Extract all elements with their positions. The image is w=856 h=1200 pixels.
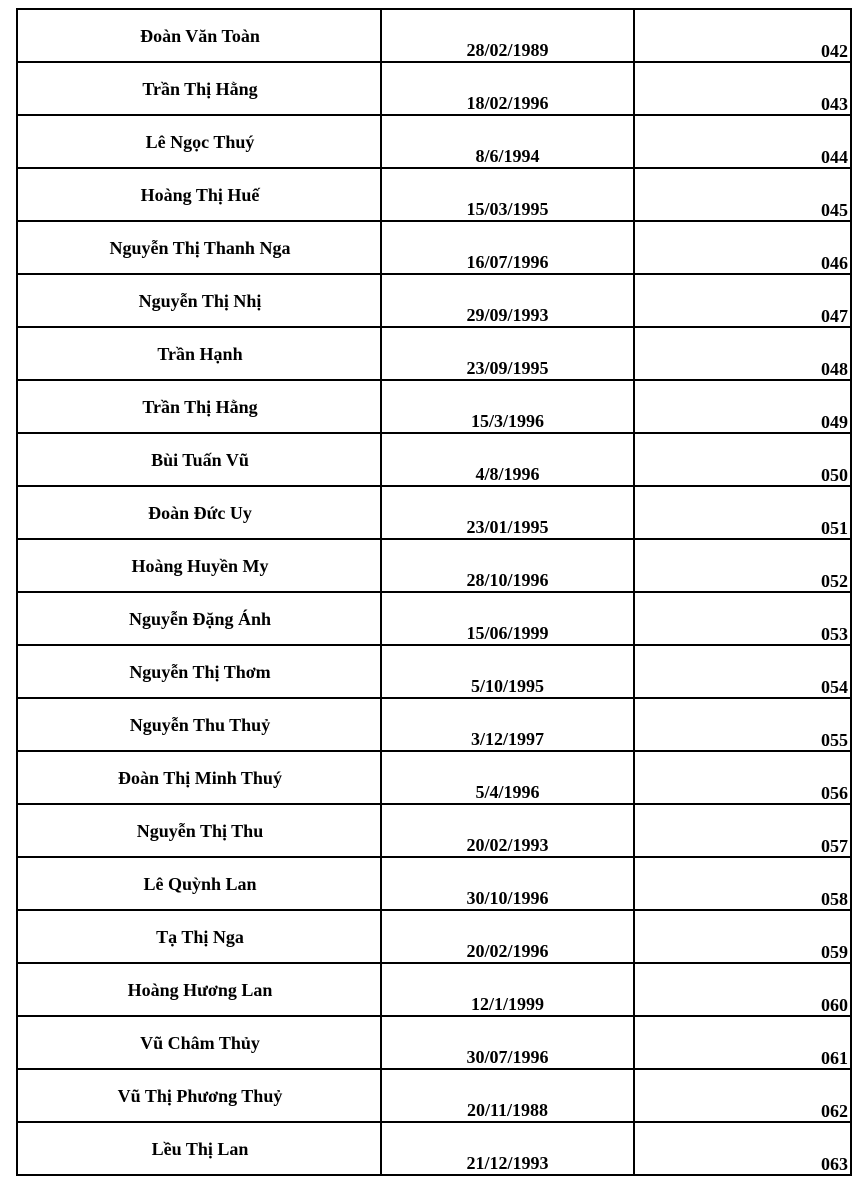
dob-cell [381, 168, 634, 221]
name-text: Nguyễn Thị Thanh Nga [109, 238, 291, 258]
dob-cell [381, 910, 634, 963]
table-row [17, 274, 851, 327]
name-text: Đoàn Văn Toàn [140, 26, 260, 46]
name-cell [17, 327, 381, 380]
code-text: 054 [821, 677, 848, 697]
code-cell [634, 274, 851, 327]
code-cell [634, 221, 851, 274]
dob-text: 15/06/1999 [466, 623, 549, 643]
dob-cell [381, 963, 634, 1016]
dob-text: 23/01/1995 [466, 517, 549, 537]
name-text: Đoàn Đức Uy [148, 503, 252, 523]
code-cell [634, 592, 851, 645]
code-cell [634, 1122, 851, 1175]
table-row [17, 698, 851, 751]
dob-cell [381, 9, 634, 62]
dob-text: 18/02/1996 [466, 93, 549, 113]
table-row [17, 1122, 851, 1175]
dob-cell [381, 1122, 634, 1175]
dob-cell [381, 645, 634, 698]
code-cell [634, 645, 851, 698]
name-text: Vũ Thị Phương Thuỷ [117, 1086, 283, 1106]
name-text: Trần Thị Hằng [142, 397, 258, 417]
code-cell [634, 1069, 851, 1122]
name-cell [17, 486, 381, 539]
table-row [17, 115, 851, 168]
name-text: Vũ Châm Thủy [140, 1033, 260, 1053]
code-cell [634, 539, 851, 592]
dob-text: 5/4/1996 [475, 782, 540, 802]
table-row [17, 963, 851, 1016]
dob-cell [381, 698, 634, 751]
code-text: 047 [821, 306, 848, 326]
code-cell [634, 380, 851, 433]
name-cell [17, 380, 381, 433]
table-row [17, 62, 851, 115]
dob-cell [381, 380, 634, 433]
name-cell [17, 168, 381, 221]
code-text: 063 [821, 1154, 848, 1174]
code-cell [634, 1016, 851, 1069]
name-text: Trần Hạnh [157, 344, 243, 364]
dob-text: 20/11/1988 [466, 1100, 548, 1120]
code-text: 061 [821, 1048, 848, 1068]
name-cell [17, 1122, 381, 1175]
dob-cell [381, 804, 634, 857]
dob-cell [381, 115, 634, 168]
code-text: 058 [821, 889, 848, 909]
name-cell [17, 963, 381, 1016]
name-text: Nguyễn Thị Thơm [129, 662, 271, 682]
name-text: Tạ Thị Nga [156, 927, 244, 947]
dob-text: 29/09/1993 [466, 305, 549, 325]
dob-text: 28/10/1996 [466, 570, 549, 590]
code-text: 053 [821, 624, 848, 644]
dob-text: 28/02/1989 [466, 40, 549, 60]
dob-text: 3/12/1997 [470, 729, 544, 749]
code-text: 050 [821, 465, 848, 485]
roster-table [16, 8, 852, 1176]
dob-cell [381, 539, 634, 592]
name-cell [17, 221, 381, 274]
name-cell [17, 910, 381, 963]
name-text: Lê Ngọc Thuý [145, 132, 255, 152]
name-text: Hoàng Huyền My [131, 556, 269, 576]
table-row [17, 857, 851, 910]
code-cell [634, 168, 851, 221]
code-cell [634, 327, 851, 380]
name-cell [17, 62, 381, 115]
name-text: Nguyễn Thu Thuỷ [129, 715, 271, 735]
table-row [17, 433, 851, 486]
code-cell [634, 486, 851, 539]
dob-text: 16/07/1996 [466, 252, 549, 272]
name-cell [17, 539, 381, 592]
table-row [17, 486, 851, 539]
table-row [17, 539, 851, 592]
dob-text: 12/1/1999 [470, 994, 544, 1014]
roster-body [17, 9, 851, 1175]
name-cell [17, 433, 381, 486]
table-row [17, 645, 851, 698]
code-cell [634, 857, 851, 910]
code-text: 062 [821, 1101, 848, 1121]
name-cell [17, 1069, 381, 1122]
dob-text: 15/03/1995 [466, 199, 549, 219]
name-text: Nguyễn Thị Nhị [138, 291, 262, 311]
dob-text: 23/09/1995 [466, 358, 549, 378]
code-text: 042 [821, 41, 848, 61]
name-cell [17, 115, 381, 168]
code-text: 049 [821, 412, 848, 432]
name-text: Hoàng Thị Huế [140, 185, 260, 205]
name-cell [17, 645, 381, 698]
name-text: Nguyễn Đặng Ánh [128, 609, 272, 629]
table-row [17, 751, 851, 804]
dob-cell [381, 433, 634, 486]
name-text: Lê Quỳnh Lan [143, 874, 257, 894]
code-cell [634, 698, 851, 751]
dob-cell [381, 857, 634, 910]
table-row [17, 380, 851, 433]
name-cell [17, 698, 381, 751]
code-cell [634, 963, 851, 1016]
name-cell [17, 9, 381, 62]
table-row [17, 221, 851, 274]
dob-cell [381, 62, 634, 115]
name-cell [17, 857, 381, 910]
code-cell [634, 751, 851, 804]
dob-text: 21/12/1993 [466, 1153, 549, 1173]
dob-text: 8/6/1994 [475, 146, 540, 166]
dob-text: 4/8/1996 [475, 464, 540, 484]
table-row [17, 9, 851, 62]
name-text: Lều Thị Lan [151, 1139, 249, 1159]
name-text: Bùi Tuấn Vũ [151, 450, 249, 470]
dob-cell [381, 221, 634, 274]
code-cell [634, 910, 851, 963]
dob-text: 30/07/1996 [466, 1047, 549, 1067]
name-text: Trần Thị Hằng [142, 79, 258, 99]
dob-text: 5/10/1995 [470, 676, 544, 696]
code-text: 052 [821, 571, 848, 591]
code-text: 046 [821, 253, 848, 273]
code-text: 056 [821, 783, 848, 803]
code-cell [634, 804, 851, 857]
code-text: 044 [821, 147, 848, 167]
name-text: Nguyễn Thị Thu [136, 821, 264, 841]
name-text: Hoàng Hương Lan [127, 980, 273, 1000]
table-row [17, 1069, 851, 1122]
dob-cell [381, 486, 634, 539]
code-cell [634, 433, 851, 486]
dob-cell [381, 1016, 634, 1069]
name-cell [17, 1016, 381, 1069]
code-text: 060 [821, 995, 848, 1015]
dob-cell [381, 1069, 634, 1122]
dob-cell [381, 274, 634, 327]
code-text: 048 [821, 359, 848, 379]
name-cell [17, 592, 381, 645]
code-text: 057 [821, 836, 848, 856]
name-cell [17, 274, 381, 327]
code-text: 055 [821, 730, 848, 750]
table-row [17, 804, 851, 857]
code-cell [634, 9, 851, 62]
code-text: 045 [821, 200, 848, 220]
table-row [17, 592, 851, 645]
name-text: Đoàn Thị Minh Thuý [118, 768, 282, 788]
dob-text: 20/02/1993 [466, 835, 549, 855]
table-row [17, 327, 851, 380]
table-row [17, 1016, 851, 1069]
dob-text: 30/10/1996 [466, 888, 549, 908]
dob-text: 20/02/1996 [466, 941, 549, 961]
code-cell [634, 62, 851, 115]
code-text: 059 [821, 942, 848, 962]
dob-cell [381, 327, 634, 380]
code-text: 043 [821, 94, 848, 114]
code-cell [634, 115, 851, 168]
table-row [17, 168, 851, 221]
dob-cell [381, 592, 634, 645]
name-cell [17, 751, 381, 804]
dob-cell [381, 751, 634, 804]
code-text: 051 [821, 518, 848, 538]
name-cell [17, 804, 381, 857]
dob-text: 15/3/1996 [470, 411, 544, 431]
table-row [17, 910, 851, 963]
